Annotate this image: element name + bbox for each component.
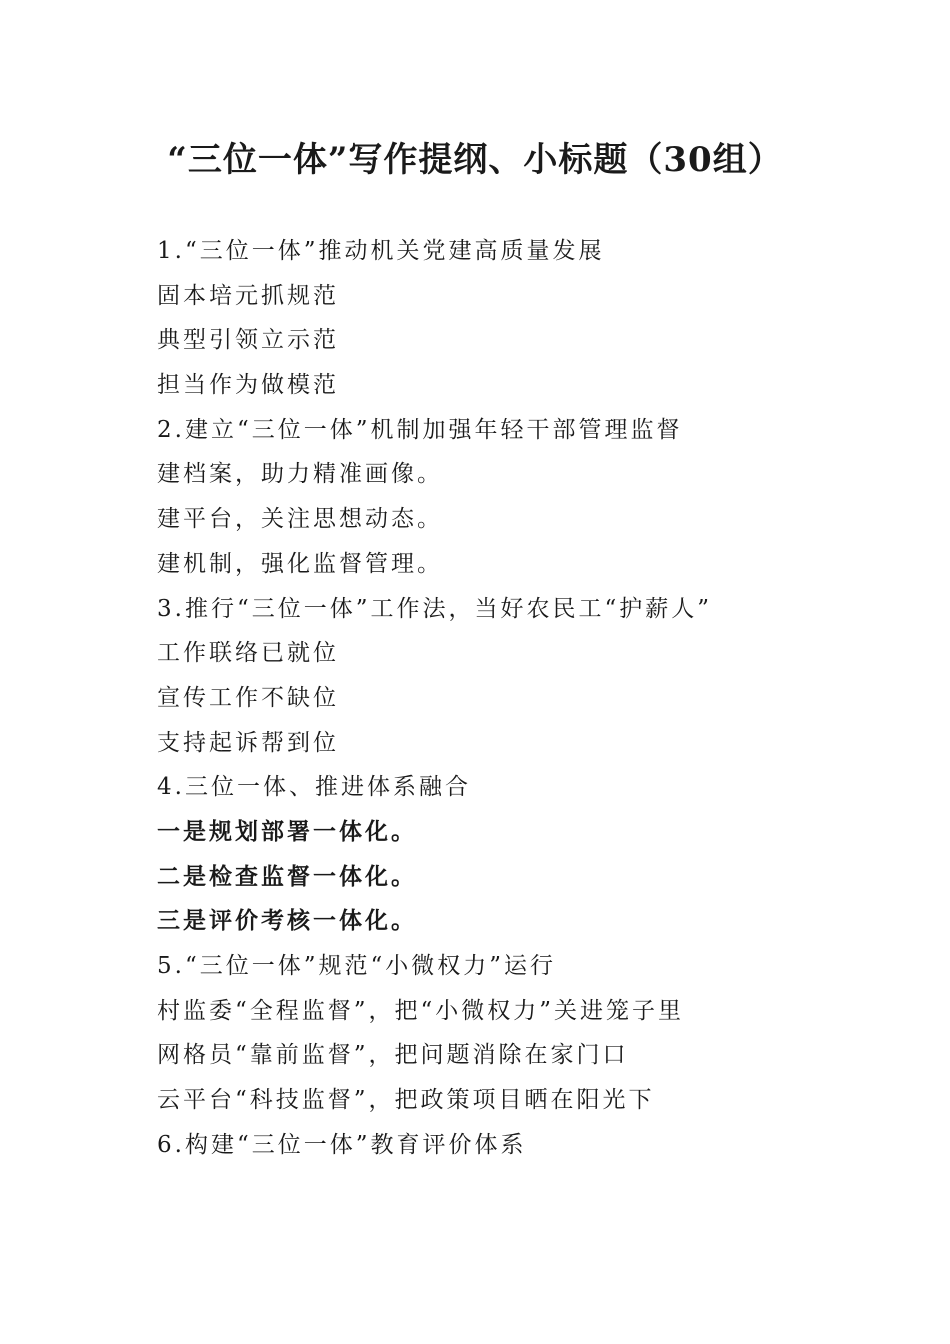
document-line: 村监委“全程监督”，把“小微权力”关进笼子里 xyxy=(157,997,685,1024)
document-line: 云平台“科技监督”，把政策项目晒在阳光下 xyxy=(157,1087,655,1114)
document-title: “三位一体”写作提纲、小标题（30组） xyxy=(167,140,783,180)
document-line: 工作联络已就位 xyxy=(157,640,339,667)
document-body xyxy=(157,229,857,1167)
document-line: 担当作为做模范 xyxy=(157,372,339,399)
document-line: 宣传工作不缺位 xyxy=(157,684,339,711)
document-line: 网格员“靠前监督”，把问题消除在家门口 xyxy=(157,1042,629,1069)
document-line: 4.三位一体、推进体系融合 xyxy=(157,774,471,801)
document-line: 支持起诉帮到位 xyxy=(157,729,339,756)
document-line: 5.“三位一体”规范“小微权力”运行 xyxy=(157,953,556,979)
document-line: 6.构建“三位一体”教育评价体系 xyxy=(157,1131,527,1158)
document-line: 固本培元抓规范 xyxy=(157,282,339,309)
document-line: 3.推行“三位一体”工作法，当好农民工“护薪人” xyxy=(157,595,712,622)
document-line: 二是检查监督一体化。 xyxy=(157,862,417,890)
document-line: 建平台，关注思想动态。 xyxy=(157,506,443,533)
document-line: 一是规划部署一体化。 xyxy=(157,817,417,845)
document-line: 1.“三位一体”推动机关党建高质量发展 xyxy=(157,238,605,264)
document-line: 2.建立“三位一体”机制加强年轻干部管理监督 xyxy=(157,416,683,443)
document-line: 典型引领立示范 xyxy=(157,327,339,354)
document-line: 建机制，强化监督管理。 xyxy=(157,550,443,577)
document-line: 三是评价考核一体化。 xyxy=(157,907,417,935)
document-line: 建档案，助力精准画像。 xyxy=(157,461,443,488)
